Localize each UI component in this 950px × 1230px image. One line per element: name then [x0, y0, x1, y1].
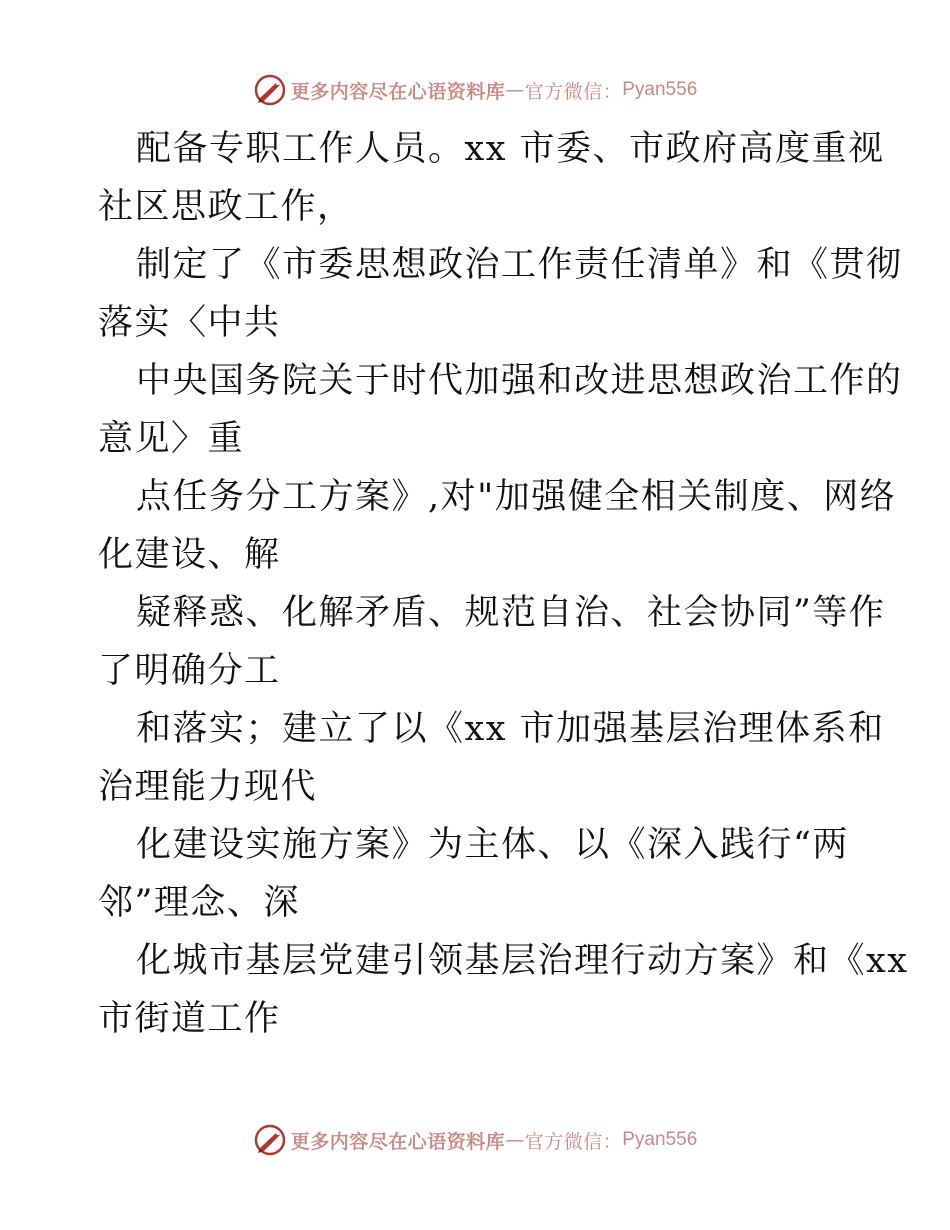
- text-line: 中央国务院关于时代加强和改进思想政治工作的: [136, 361, 903, 401]
- text-line: 点任务分工方案》,对"加强健全相关制度、网络: [136, 477, 897, 517]
- text-line: 和落实；建立了以《xx 市加强基层治理体系和: [136, 709, 885, 749]
- pen-nib-logo-icon: [253, 1123, 287, 1157]
- text-line: 配备专职工作人员。xx 市委、市政府高度重视: [136, 129, 885, 169]
- watermark-site-text: 更多内容尽在心语资料库: [290, 80, 506, 103]
- watermark-official-label: 官方微信：: [524, 1130, 623, 1153]
- text-line: 化建设实施方案》为主体、以《深入践行“两: [136, 825, 849, 865]
- watermark-official-label: 官方微信：: [524, 80, 623, 103]
- text-line: 治理能力现代: [98, 767, 318, 807]
- text-line: 了明确分工: [98, 651, 281, 691]
- text-line: 社区思政工作，: [98, 187, 354, 227]
- text-line: 化建设、解: [98, 535, 281, 575]
- text-line: 化城市基层党建引领基层治理行动方案》和《xx: [136, 941, 909, 981]
- text-line: 落实〈中共: [98, 303, 281, 343]
- pen-nib-logo-icon: [253, 73, 287, 107]
- watermark-dash: —: [505, 1129, 525, 1151]
- text-line: 制定了《市委思想政治工作责任清单》和《贯彻: [136, 245, 903, 285]
- watermark-wechat-id: Pyan556: [622, 79, 698, 100]
- watermark-wechat-id: Pyan556: [622, 1129, 698, 1150]
- footer-watermark: [0, 1120, 950, 1160]
- text-line: 市街道工作: [98, 999, 281, 1039]
- header-watermark: [0, 70, 950, 110]
- text-line: 疑释惑、化解矛盾、规范自治、社会协同”等作: [136, 593, 886, 633]
- body-text: [98, 120, 909, 1048]
- text-line: 邻”理念、深: [98, 883, 300, 923]
- watermark-dash: —: [505, 79, 525, 101]
- watermark-site-text: 更多内容尽在心语资料库: [290, 1130, 506, 1153]
- text-line: 意见〉重: [98, 419, 245, 459]
